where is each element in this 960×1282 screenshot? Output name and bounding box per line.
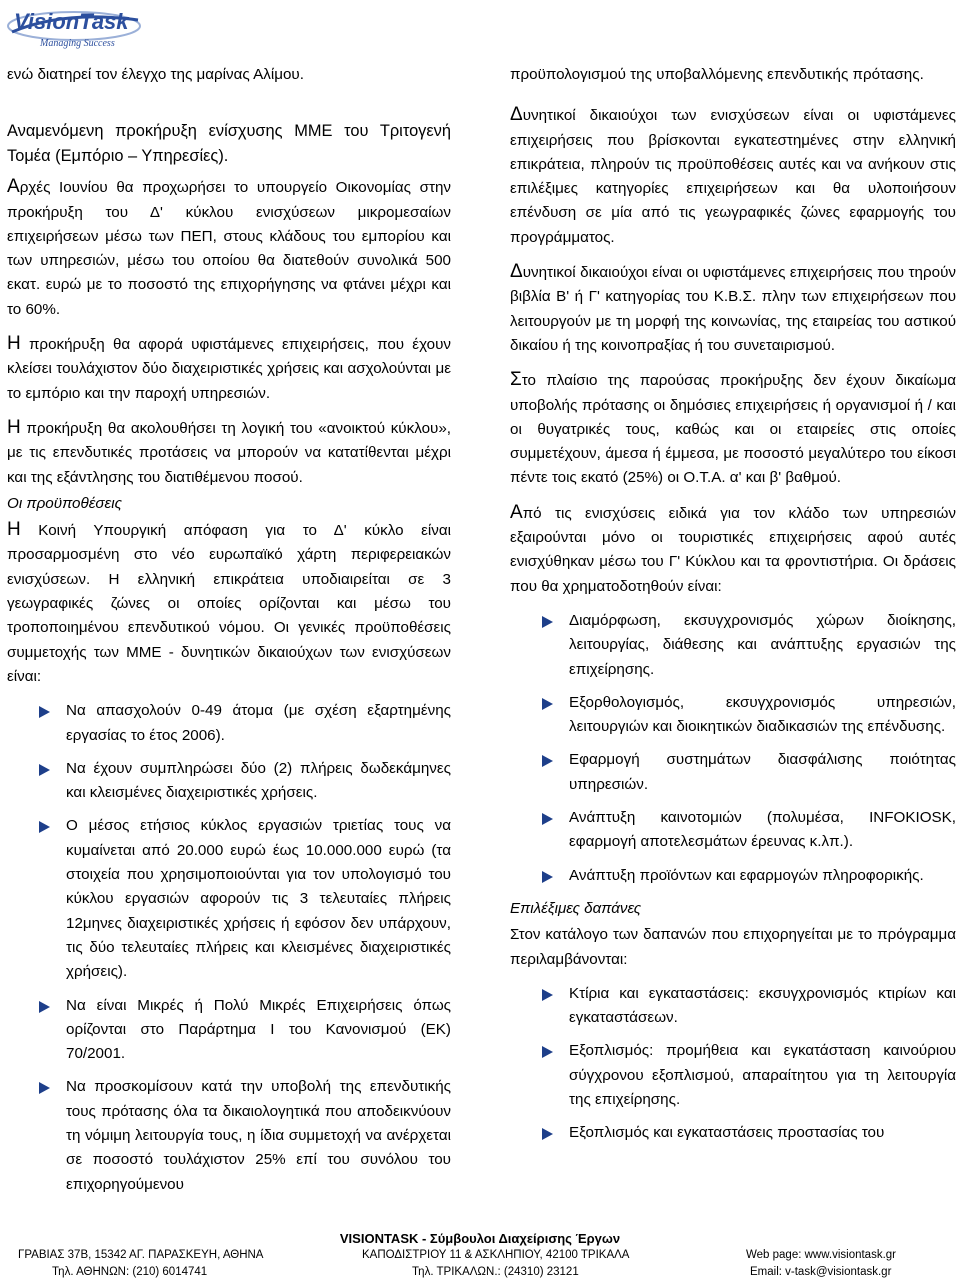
- paragraph: [510, 103, 956, 250]
- arrow-bullet-icon: [542, 989, 553, 1001]
- list-item: Εξορθολογισμός, εκσυγχρονισμός υπηρεσιών, λειτουργιών και διοικητικών διαδικασιών της επένδυσης.: [510, 691, 956, 740]
- arrow-bullet-icon: [542, 616, 553, 628]
- svg-text:Managing Success: Managing Success: [40, 38, 115, 49]
- paragraph: [510, 368, 956, 490]
- article-heading: Αναμενόμενη προκήρυξη ενίσχυσης ΜΜΕ του Τριτογενή Τομέα (Εμπόριο – Υπηρεσίες).: [7, 122, 451, 166]
- arrow-bullet-icon: [39, 1001, 50, 1013]
- section-subtitle: Οι προϋποθέσεις: [7, 494, 122, 512]
- list-item: Να προσκομίσουν κατά την υποβολή της επενδυτικής τους πρότασης όλα τα δικαιολογητικά που αποδεικνύουν τη νόμιμη λειτουργία τους, η ίδια συμμετοχή να ανέρχεται σε ποσοστό τουλάχιστον 25% επί του συνόλου του επιχορηγούμενου: [7, 1075, 451, 1196]
- drop-letter: Η: [7, 416, 21, 438]
- paragraph-text: το πλαίσιο της παρούσας προκήρυξης δεν έχουν δικαίωμα υποβολής πρότασης οι δημόσιες επιχειρήσεις ή οργανισμοί ή / και οι θυγατρικές τους, καθώς και οι εταιρείες στις οποίες συμμετέχουν, άμεσα ή έμμεσα, με ποσοστό μεγαλύτερο του είκοσι πέντε τοις εκατό (25%) οι Ο.Τ.Α. α' και β' βαθμού.: [510, 372, 956, 487]
- arrow-bullet-icon: [39, 1082, 50, 1094]
- paragraph: [510, 260, 956, 358]
- paragraph: [7, 175, 451, 322]
- list-item: Να έχουν συμπληρώσει δύο (2) πλήρεις δωδεκάμηνες και κλεισμένες διαχειριστικές χρήσεις.: [7, 757, 451, 806]
- arrow-bullet-icon: [542, 755, 553, 767]
- paragraph: [7, 518, 451, 689]
- arrow-bullet-icon: [39, 821, 50, 833]
- list-item: Ο μέσος ετήσιος κύκλος εργασιών τριετίας τους να κυμαίνεται από 20.000 ευρώ έως 10.000.000 ευρώ (τα στοιχεία που χρησιμοποιούνται για τον υπολογισμό του κύκλου εργασιών αφορούν τις 3 τελευταίες πλήρεις 12μηνες διαχειριστικές χρήσεις ή εφόσον δεν υπάρχουν, τις δύο τελευταίες πλήρεις και κλεισμένες διαχειριστικές χρήσεις).: [7, 814, 451, 984]
- paragraph-text: προκήρυξη θα αφορά υφιστάμενες επιχειρήσεις, που έχουν κλείσει τουλάχιστον δύο διαχειριστικές χρήσεις και ασχολούνται με το εμπόριο και την παροχή υπηρεσιών.: [7, 336, 451, 402]
- drop-letter: Η: [7, 519, 21, 541]
- drop-letter: Δ: [510, 104, 523, 126]
- conditions-list: [7, 699, 451, 1197]
- paragraph: [7, 332, 451, 406]
- actions-list: [510, 609, 956, 888]
- arrow-bullet-icon: [542, 1128, 553, 1140]
- footer-email-link[interactable]: Email: v-task@visiontask.gr: [750, 1266, 892, 1278]
- drop-letter: Σ: [510, 369, 522, 391]
- paragraph: [7, 416, 451, 490]
- footer-phone-trikala: Τηλ. ΤΡΙΚΑΛΩΝ.: (24310) 23121: [412, 1266, 579, 1278]
- paragraph-text: υνητικοί δικαιούχοι είναι οι υφιστάμενες επιχειρήσεις που τηρούν βιβλία Β' ή Γ' κατηγορίας του Κ.Β.Σ. πλην των επιχειρήσεων που λειτουργούν με τη μορφή της κοινωνίας, της εταιρείας του αστικού δικαίου ή της κοινοπραξίας ή του συνεταιρισμού.: [510, 264, 956, 354]
- drop-letter: Α: [7, 176, 20, 198]
- paragraph-text: υνητικοί δικαιούχοι των ενισχύσεων είναι οι υφιστάμενες επιχειρήσεις που βρίσκονται εγκατεστημένες στην ελληνική επικράτεια, πληρούν τις προϋποθέσεις αυτές και να ανήκουν στις επιλέξιμες κατηγορίες επιχειρήσεων και θα υλοποιήσουν επένδυση σε μία από τις γεωγραφικές ζώνες εφαρμογής του προγράμματος.: [510, 107, 956, 246]
- list-item: Ανάπτυξη καινοτομιών (πολυμέσα, INFOKIOSK, εφαρμογή αποτελεσμάτων έρευνας κ.λπ.).: [510, 806, 956, 855]
- list-item: Διαμόρφωση, εκσυγχρονισμός χώρων διοίκησης, λειτουργίας, διάθεσης και ανάπτυξης εργασιών της επιχείρησης.: [510, 609, 956, 682]
- drop-letter: Η: [7, 333, 21, 355]
- paragraph-text: πό τις ενισχύσεις ειδικά για τον κλάδο των υπηρεσιών εξαιρούνται μόνο οι τουριστικές επιχειρήσεις αφού αυτές ενισχύθηκαν μέσω του Γ' Κύκλου και τα φροντιστήρια. Οι δράσεις που θα χρηματοδοτηθούν είναι:: [510, 504, 956, 595]
- section-subtitle: Επιλέξιμες δαπάνες: [510, 899, 642, 917]
- paragraph: [510, 501, 956, 599]
- footer-web-link[interactable]: Web page: www.visiontask.gr: [746, 1249, 896, 1261]
- arrow-bullet-icon: [39, 764, 50, 776]
- list-item: Εξοπλισμός και εγκαταστάσεις προστασίας του: [510, 1121, 956, 1145]
- paragraph-text: Κοινή Υπουργική απόφαση για το Δ' κύκλο είναι προσαρμοσμένη στο νέο ευρωπαϊκό χάρτη περιφερειακών ενισχύσεων. Η ελληνική επικράτεια υποδιαιρείται σε 3 γεωγραφικές ζώνες οι οποίες ορίζονται και μέσω του τροποποιημένου επενδυτικού νόμου. Οι γενικές προϋποθέσεις συμμετοχής των ΜΜΕ - δυνητικών δικαιούχων των ενισχύσεων είναι:: [7, 522, 451, 685]
- list-item: Εφαρμογή συστημάτων διασφάλισης ποιότητας υπηρεσιών.: [510, 748, 956, 797]
- right-column: [510, 63, 956, 1155]
- footer-phone-athens: Τηλ. ΑΘΗΝΩΝ: (210) 6014741: [52, 1266, 208, 1278]
- logo-graphic: [4, 2, 144, 54]
- list-item: Εξοπλισμός: προμήθεια και εγκατάσταση καινούριου σύγχρονου εξοπλισμού, απαραίτητου για τη λειτουργία της επιχείρησης.: [510, 1039, 956, 1112]
- arrow-bullet-icon: [542, 698, 553, 710]
- list-item: Κτίρια και εγκαταστάσεις: εκσυγχρονισμός κτιρίων και εγκαταστάσεων.: [510, 982, 956, 1031]
- list-item: Να είναι Μικρές ή Πολύ Μικρές Επιχειρήσεις όπως ορίζονται στο Παράρτημα Ι του Κανονισμού (ΕΚ) 70/2001.: [7, 994, 451, 1067]
- paragraph: προϋπολογισμού της υποβαλλόμενης επενδυτικής πρότασης.: [510, 66, 924, 83]
- expenses-list: [510, 982, 956, 1146]
- paragraph: Στον κατάλογο των δαπανών που επιχορηγείται με το πρόγραμμα περιλαμβάνονται:: [510, 926, 956, 968]
- arrow-bullet-icon: [39, 706, 50, 718]
- footer-address-athens: ΓΡΑΒΙΑΣ 37Β, 15342 ΑΓ. ΠΑΡΑΣΚΕΥΗ, ΑΘΗΝΑ: [18, 1249, 264, 1261]
- drop-letter: Α: [510, 501, 523, 523]
- page-footer: [0, 1229, 960, 1282]
- arrow-bullet-icon: [542, 1046, 553, 1058]
- paragraph-text: ρχές Ιουνίου θα προχωρήσει το υπουργείο Οικονομίας στην προκήρυξη του Δ' κύκλου ενισχύσεων μικρομεσαίων επιχειρήσεων μέσω των ΠΕΠ, στους κλάδους του εμπορίου και των υπηρεσιών, μέσω του οποίου θα διατεθούν συνολικά 500 εκατ. ευρώ με το ποσοστό της επιχορήγησης να φτάνει μέχρι και το 60%.: [7, 179, 451, 318]
- list-item: Ανάπτυξη προϊόντων και εφαρμογών πληροφορικής.: [510, 864, 956, 888]
- company-logo: [4, 2, 144, 54]
- left-column: [7, 63, 451, 1206]
- drop-letter: Δ: [510, 261, 523, 283]
- arrow-bullet-icon: [542, 813, 553, 825]
- paragraph: ενώ διατηρεί τον έλεγχο της μαρίνας Αλίμου.: [7, 66, 304, 83]
- footer-address-trikala: ΚΑΠΟΔΙΣΤΡΙΟΥ 11 & ΑΣΚΛΗΠΙΟΥ, 42100 ΤΡΙΚΑΛΑ: [362, 1249, 630, 1261]
- arrow-bullet-icon: [542, 871, 553, 883]
- footer-company-name: VISIONTASK - Σύμβουλοι Διαχείρισης Έργων: [339, 1231, 621, 1246]
- paragraph-text: προκήρυξη θα ακολουθήσει τη λογική του «ανοικτού κύκλου», με τις επενδυτικές προτάσεις να μπορούν να κατατίθενται μέχρι και της εξάντλησης του διατιθέμενου ποσού.: [7, 419, 451, 486]
- list-item: Να απασχολούν 0-49 άτομα (με σχέση εξαρτημένης εργασίας το έτος 2006).: [7, 699, 451, 748]
- svg-text:VisionTask: VisionTask: [14, 9, 129, 34]
